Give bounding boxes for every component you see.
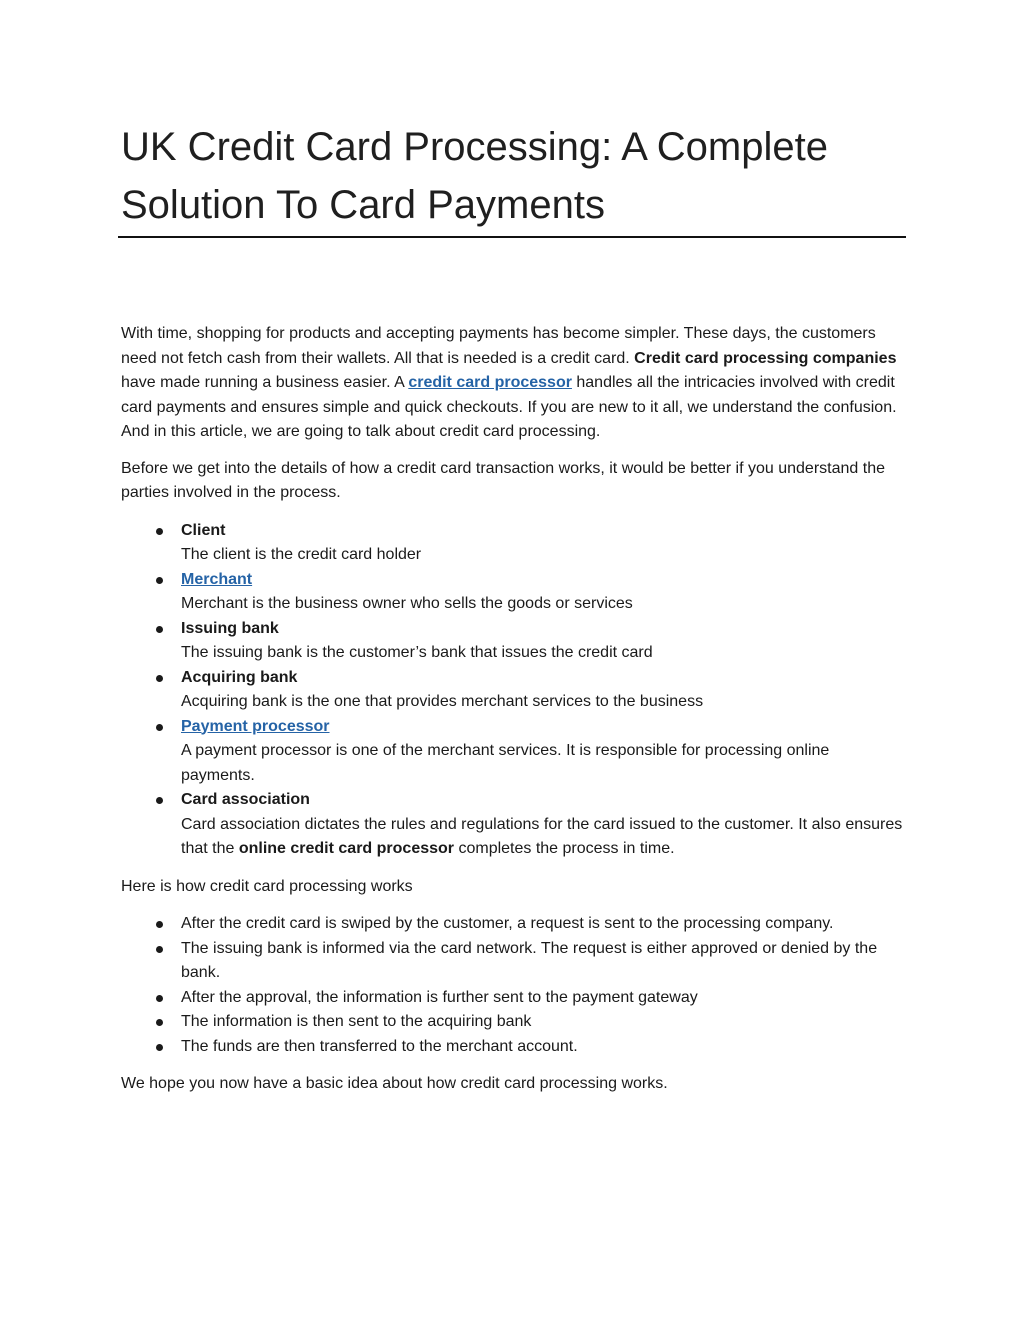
desc-text-2: completes the process in time. bbox=[454, 840, 675, 857]
document-page bbox=[121, 118, 907, 1092]
list-item bbox=[121, 715, 907, 789]
steps-intro-paragraph: Here is how credit card processing works bbox=[121, 877, 413, 895]
party-description: A payment processor is one of the merchant services. It is responsible for processing online payments. bbox=[181, 742, 830, 784]
bullet-icon bbox=[156, 946, 163, 953]
desc-text-1: Card association dictates the rules and regulations for the card issued to the customer. It also ensures that the bbox=[181, 815, 903, 857]
party-name: Card association bbox=[181, 791, 310, 808]
parties-list bbox=[121, 519, 907, 862]
list-item bbox=[121, 617, 907, 666]
step-text: The funds are then transferred to the merchant account. bbox=[181, 1037, 578, 1055]
party-description: Merchant is the business owner who sells the goods or services bbox=[181, 595, 633, 612]
party-name: Client bbox=[181, 521, 226, 539]
step-text: After the approval, the information is further sent to the payment gateway bbox=[181, 988, 698, 1006]
parties-intro-paragraph: Before we get into the details of how a credit card transaction works, it would be better if you understand the parties involved in the process. bbox=[121, 459, 885, 501]
list-item bbox=[121, 986, 907, 1011]
intro-text-1: With time, shopping for products and accepting payments has become simpler. These days, the customers need not fetch cash from their wallets. All that is needed is a credit card. bbox=[121, 325, 876, 367]
bullet-icon bbox=[156, 626, 163, 633]
credit-card-processor-link[interactable]: credit card processor bbox=[408, 374, 572, 391]
intro-text-3: handles all the intricacies involved with credit card payments and ensures simple and quick checkouts. If you are new to it all, we understand the confusion. And in this article, we are going to talk about credit card processing. bbox=[121, 374, 897, 440]
bullet-icon bbox=[156, 1044, 163, 1051]
list-item bbox=[121, 1010, 907, 1035]
bullet-icon bbox=[156, 797, 163, 804]
page-title bbox=[121, 118, 907, 236]
list-item bbox=[121, 519, 907, 568]
title-line-1: UK Credit Card Processing: A Complete bbox=[121, 125, 828, 169]
bullet-icon bbox=[156, 724, 163, 731]
party-name: Acquiring bank bbox=[181, 668, 298, 686]
bullet-icon bbox=[156, 528, 163, 535]
party-description: Acquiring bank is the one that provides merchant services to the business bbox=[181, 693, 704, 710]
party-name: Issuing bank bbox=[181, 619, 279, 637]
article-body bbox=[121, 322, 907, 1109]
title-underline bbox=[118, 236, 906, 238]
bullet-icon bbox=[156, 577, 163, 584]
list-item bbox=[121, 666, 907, 715]
list-item bbox=[121, 788, 907, 862]
bullet-icon bbox=[156, 995, 163, 1002]
closing-paragraph: We hope you now have a basic idea about how credit card processing works. bbox=[121, 1075, 668, 1092]
list-item bbox=[121, 937, 907, 986]
list-item bbox=[121, 912, 907, 937]
step-text: The information is then sent to the acquiring bank bbox=[181, 1013, 532, 1030]
list-item bbox=[121, 568, 907, 617]
intro-text-2: have made running a business easier. A bbox=[121, 374, 409, 391]
intro-bold-phrase: Credit card processing companies bbox=[634, 349, 897, 367]
bullet-icon bbox=[156, 1019, 163, 1026]
title-line-2: Solution To Card Payments bbox=[121, 183, 605, 227]
party-description: The issuing bank is the customer’s bank that issues the credit card bbox=[181, 644, 653, 661]
step-text: The issuing bank is informed via the card network. The request is either approved or denied by the bank. bbox=[181, 939, 878, 981]
desc-bold-phrase: online credit card processor bbox=[238, 840, 455, 857]
intro-paragraph bbox=[121, 322, 907, 445]
party-description: The client is the credit card holder bbox=[181, 546, 422, 563]
merchant-link[interactable]: Merchant bbox=[181, 570, 253, 588]
party-description bbox=[181, 813, 907, 862]
list-item bbox=[121, 1035, 907, 1060]
bullet-icon bbox=[156, 921, 163, 928]
bullet-icon bbox=[156, 675, 163, 682]
steps-list bbox=[121, 912, 907, 1059]
step-text: After the credit card is swiped by the customer, a request is sent to the processing company. bbox=[181, 915, 834, 932]
payment-processor-link[interactable]: Payment processor bbox=[181, 717, 330, 735]
